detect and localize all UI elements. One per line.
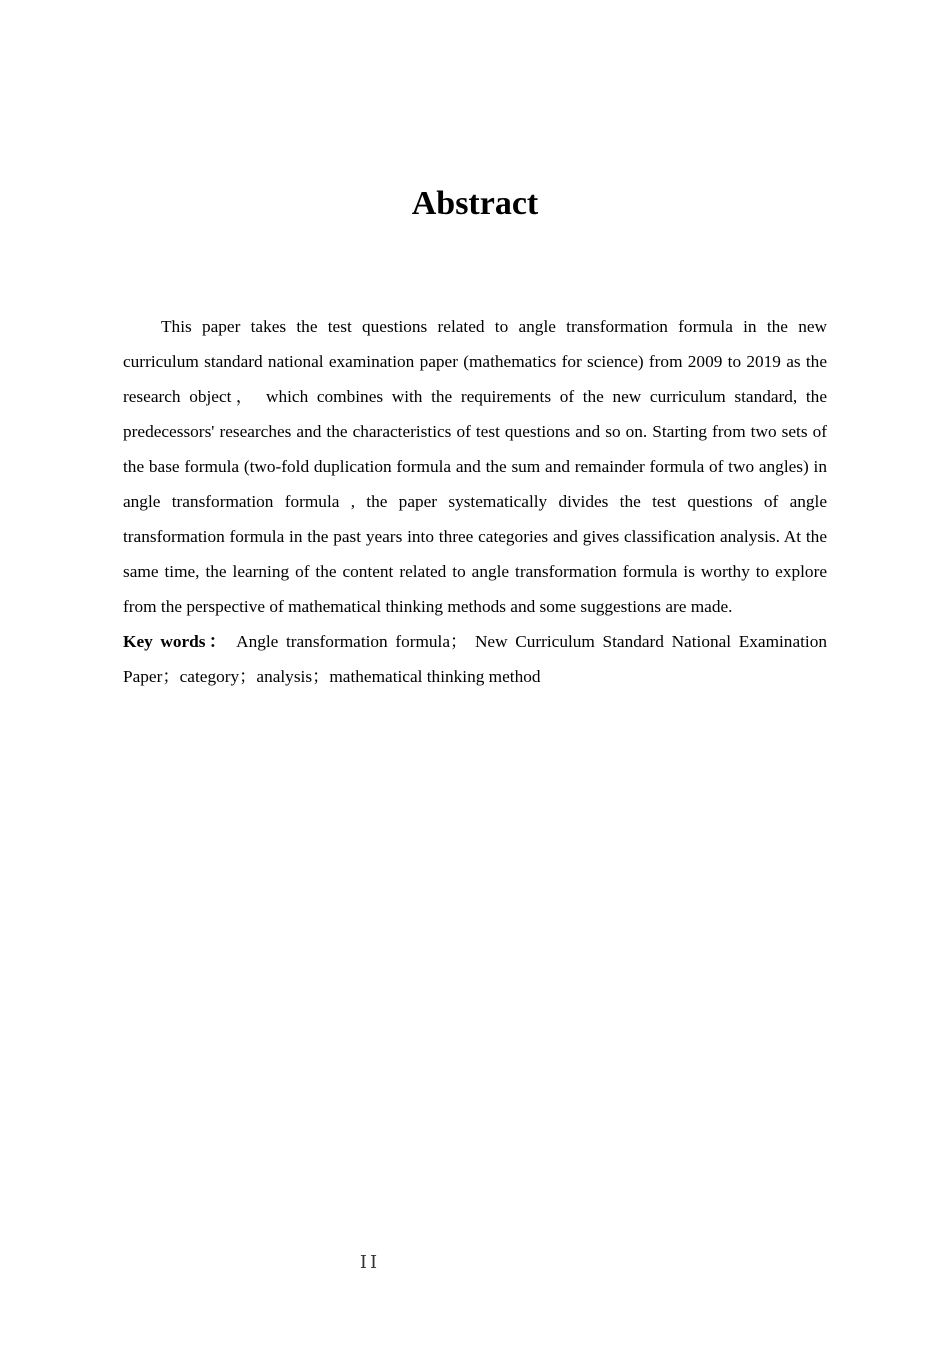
keywords-line	[123, 624, 827, 694]
page-title: Abstract	[411, 185, 539, 222]
page-number: II	[359, 1252, 381, 1273]
abstract-section	[123, 309, 827, 694]
keywords-label: Key words：	[123, 632, 230, 651]
abstract-paragraph: This paper takes the test questions related to angle transformation formula in the new curriculum standard national examination paper (mathematics for science) from 2009 to 2019 as the research object， which combines with the requirements of the new curriculum standard, the predecessors' researches and the characteristics of test questions and so on. Starting from two sets of the base formula (two-fold duplication formula and the sum and remainder formula of two angles) in angle transformation formula , the paper systematically divides the test questions of angle transformation formula in the past years into three categories and gives classification analysis. At the same time, the learning of the content related to angle transformation formula is worthy to explore from the perspective of mathematical thinking methods and some suggestions are made.	[123, 317, 827, 616]
keywords-text: Angle transformation formula； New Curriculum Standard National Examination Paper；category；analysis；mathematical thinking method	[123, 632, 828, 686]
